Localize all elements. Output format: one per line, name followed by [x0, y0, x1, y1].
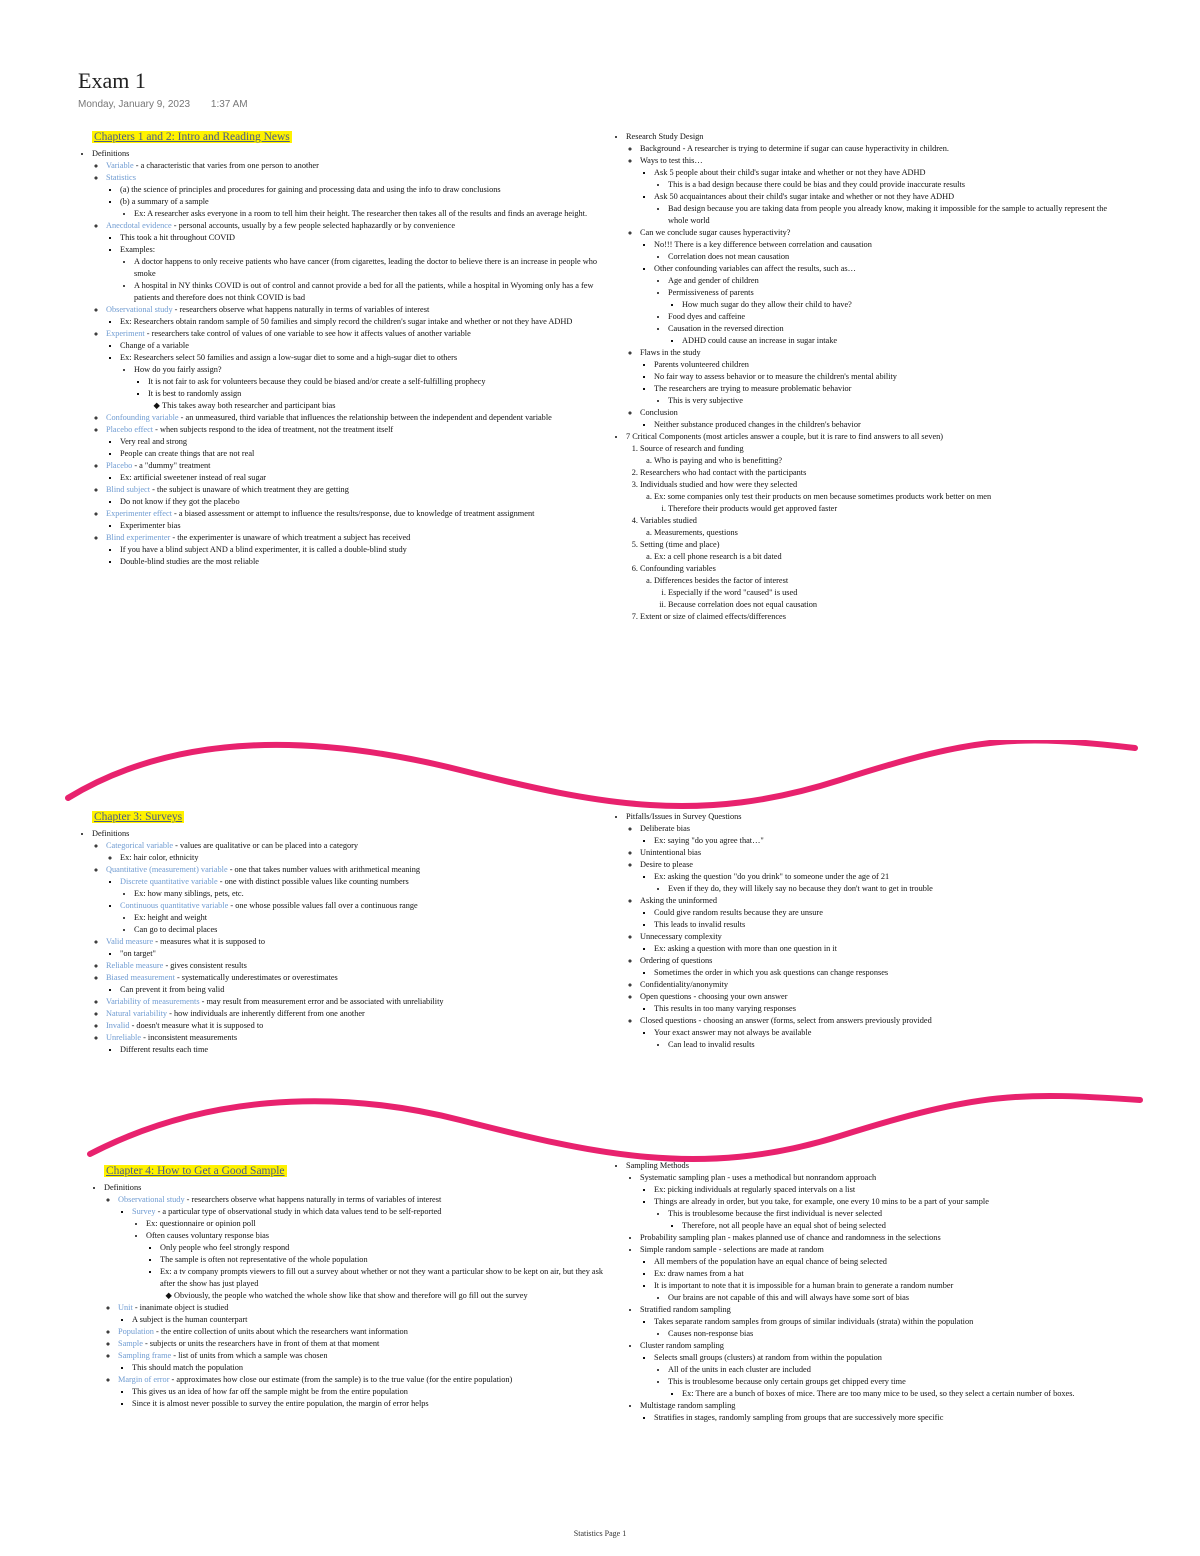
section-heading: Chapter 3: Surveys — [94, 811, 183, 823]
list-item: • Cluster random sampling ▪ Selects small groups (clusters) at random from within the population • All of the units in each cluster are included • This is troublesome because only certain groups get chipped every time ▪ Ex: There are a bunch of boxes of mice. There are too many mice to be used, so they select a certain number of boxes. — [640, 1340, 1122, 1400]
list-item: ◦ Ways to test this… ▪ Ask 5 people about their child's sugar intake and whether or not they have ADHD • This is a bad design because there could be bias and they could provide inaccurate results ▪ Ask 50 acquaintances about their child's sugar intake and whether or not they have ADHD • Bad design because you are taking data from people you already know, making it impossible for the sample to actually represent the whole world — [640, 155, 1112, 227]
list-item: ◦ Population - the entire collection of units about which the researchers want information — [118, 1326, 610, 1338]
list-item: ▪ Stratifies in stages, randomly sampling from groups that are successively more specific — [654, 1412, 1122, 1424]
list-item: ▪ Ex: asking the question "do you drink" to someone under the age of 21 • Even if they do, they will likely say no because they don't want to get in trouble — [654, 871, 1112, 895]
wave-path — [68, 740, 1135, 806]
list-item: ◦ Placebo effect - when subjects respond to the idea of treatment, not the treatment itself ▪ Very real and strong ▪ People can create things that are not real — [106, 424, 598, 460]
list-item: ◦ Natural variability - how individuals are inherently different from one another — [106, 1008, 608, 1020]
list-item: • Pitfalls/Issues in Survey Questions ◦ Deliberate bias ▪ Ex: saying "do you agree that…" ◦ Unintentional bias ◦ Desire to please ▪ Ex: asking the question "do you drink" to someone under the age of 21 • Even if they do, they will likely say no because they don't want to get in trouble ◦ Asking the uninformed ▪ Could give random results because they are unsure ▪ This leads to invalid results ◦ Unnecessary complexity ▪ Ex: asking a question with more than one question in it ◦ Ordering of questions ▪ Sometimes the order in which you ask questions can change responses ◦ Confidentiality/anonymity ◦ Open questions - choosing your own answer ▪ This results in too many varying responses ◦ Closed questions - choosing an answer (forms, select from answers previously provided ▪ Your exact answer may not always be available • Can lead to invalid results — [626, 811, 1112, 1051]
list-item: ▪ Could give random results because they are unsure — [654, 907, 1112, 919]
list-item: ▪ Your exact answer may not always be available • Can lead to invalid results — [654, 1027, 1112, 1051]
list-item: • Permissiveness of parents ▪ How much sugar do they allow their child to have? — [668, 287, 1112, 311]
list-item: ◆ Obviously, the people who watched the whole show like that show and therefore will go fill out the survey — [174, 1290, 610, 1302]
list-item: ◦ Ordering of questions ▪ Sometimes the order in which you ask questions can change responses — [640, 955, 1112, 979]
list-item: ▪ Ex: There are a bunch of boxes of mice. There are too many mice to be used, so they select a certain number of boxes. — [682, 1388, 1122, 1400]
list-item: • Definitions ◦ Categorical variable - values are qualitative or can be placed into a category ◦ Ex: hair color, ethnicity ◦ Quantitative (measurement) variable - one that takes number values with arithmetical meaning ▪ Discrete quantitative variable - one with distinct possible values like counting numbers • Ex: how many siblings, pets, etc. ▪ Continuous quantitative variable - one whose possible values fall over a continuous range • Ex: height and weight • Can go to decimal places ◦ Valid measure - measures what it is supposed to ▪ "on target" ◦ Reliable measure - gives consistent results ◦ Biased measurement - systematically underestimates or overestimates ▪ Can prevent it from being valid ◦ Variability of measurements - may result from measurement error and be associated with unreliability ◦ Natural variability - how individuals are inherently different from one another ◦ Invalid - doesn't measure what it is supposed to ◦ Unreliable - inconsistent measurements ▪ Different results each time — [92, 828, 608, 1056]
list-item: ▪ Ex: Researchers select 50 families and assign a low-sugar diet to some and a high-sugar diet to others • How do you fairly assign? ▪ It is not fair to ask for volunteers because they could be biased and/or create a self-fulfilling prophecy ▪ It is best to randomly assign ◆ This takes away both researcher and participant bias — [120, 352, 598, 412]
list-item: • This is troublesome because only certain groups get chipped every time ▪ Ex: There are a bunch of boxes of mice. There are too many mice to be used, so they select a certain number of boxes. — [668, 1376, 1122, 1400]
list-item: ◦ Confidentiality/anonymity — [640, 979, 1112, 991]
list-item: ◦ Unit - inanimate object is studied ▪ A subject is the human counterpart — [118, 1302, 610, 1326]
list-item: • This is very subjective — [668, 395, 1112, 407]
list-item: • Can go to decimal places — [134, 924, 608, 936]
list-item: ◦ Valid measure - measures what it is supposed to ▪ "on target" — [106, 936, 608, 960]
list-item: ▪ ADHD could cause an increase in sugar intake — [682, 335, 1112, 347]
list-item: ▪ The researchers are trying to measure problematic behavior • This is very subjective — [654, 383, 1112, 407]
list-item: ▪ Experimenter bias — [120, 520, 598, 532]
list-item: ◦ Unreliable - inconsistent measurements ▪ Different results each time — [106, 1032, 608, 1056]
list-item: a. Differences besides the factor of interest i. Especially if the word "caused" is used ii. Because correlation does not equal causation — [654, 575, 1112, 611]
list-item: ▪ Ex: picking individuals at regularly spaced intervals on a list — [654, 1184, 1122, 1196]
list-item: ▪ No fair way to assess behavior or to measure the children's mental ability — [654, 371, 1112, 383]
wave-divider — [60, 1092, 1145, 1162]
list-item: ▪ This results in too many varying responses — [654, 1003, 1112, 1015]
list-item: ▪ Survey - a particular type of observational study in which data values tend to be self-reported • Ex: questionnaire or opinion poll • Often causes voluntary response bias ▪ Only people who feel strongly respond ▪ The sample is often not representative of the whole population ▪ Ex: a tv company prompts viewers to fill out a survey about whether or not they want a particular show to be kept on air, but they ask after the show has just played ◆ Obviously, the people who watched the whole show like that show and therefore will go fill out the survey — [132, 1206, 610, 1302]
page-title: Exam 1 — [78, 68, 146, 93]
list-item: ▪ Different results each time — [120, 1044, 608, 1056]
list-item: ▪ It is best to randomly assign ◆ This takes away both researcher and participant bias — [148, 388, 598, 412]
list-item: ▪ Takes separate random samples from groups of similar individuals (strata) within the population • Causes non-response bias — [654, 1316, 1122, 1340]
list-item: ▪ No!!! There is a key difference between correlation and causation • Correlation does not mean causation — [654, 239, 1112, 263]
list-item: ◦ Categorical variable - values are qualitative or can be placed into a category ◦ Ex: hair color, ethnicity — [106, 840, 608, 864]
list-item: ◦ Quantitative (measurement) variable - one that takes number values with arithmetical meaning ▪ Discrete quantitative variable - one with distinct possible values like counting numbers • Ex: how many siblings, pets, etc. ▪ Continuous quantitative variable - one whose possible values fall over a continuous range • Ex: height and weight • Can go to decimal places — [106, 864, 608, 936]
list-item: ▪ (a) the science of principles and procedures for gaining and processing data and using the info to draw conclusions — [120, 184, 598, 196]
list-item: • How do you fairly assign? ▪ It is not fair to ask for volunteers because they could be biased and/or create a self-fulfilling prophecy ▪ It is best to randomly assign ◆ This takes away both researcher and participant bias — [134, 364, 598, 412]
list-item: ◆ This takes away both researcher and participant bias — [162, 400, 598, 412]
list-item: ◦ Margin of error - approximates how close our estimate (from the sample) is to the true value (for the entire population) ▪ This gives us an idea of how far off the sample might be from the entire population ▪ Since it is almost never possible to survey the entire population, the margin of error helps — [118, 1374, 610, 1410]
list-item: 7. Extent or size of claimed effects/differences — [640, 611, 1112, 623]
list-item: 1. Source of research and funding a. Who is paying and who is benefitting? — [640, 443, 1112, 467]
list-item: • This is a bad design because there could be bias and they could provide inaccurate results — [668, 179, 1112, 191]
list-item: ◦ Invalid - doesn't measure what it is supposed to — [106, 1020, 608, 1032]
list-item: ▪ Do not know if they got the placebo — [120, 496, 598, 508]
list-item: • Even if they do, they will likely say no because they don't want to get in trouble — [668, 883, 1112, 895]
list-item: • Ex: height and weight — [134, 912, 608, 924]
list-item: • Correlation does not mean causation — [668, 251, 1112, 263]
section-1-left — [78, 131, 598, 568]
list-item: ▪ Ask 5 people about their child's sugar intake and whether or not they have ADHD • This is a bad design because there could be bias and they could provide inaccurate results — [654, 167, 1112, 191]
list-item: • This is troublesome because the first individual is never selected ▪ Therefore, not all people have an equal shot of being selected — [668, 1208, 1122, 1232]
list-item: ◦ Variable - a characteristic that varies from one person to another — [106, 160, 598, 172]
list-item: ▪ It is not fair to ask for volunteers because they could be biased and/or create a self-fulfilling prophecy — [148, 376, 598, 388]
list-item: ◦ Biased measurement - systematically underestimates or overestimates ▪ Can prevent it from being valid — [106, 972, 608, 996]
list-item: ▪ If you have a blind subject AND a blind experimenter, it is called a double-blind study — [120, 544, 598, 556]
list-item: ▪ Ex: Researchers obtain random sample of 50 families and simply record the children's sugar intake and whether or not they have ADHD — [120, 316, 598, 328]
list-item: • Definitions ◦ Variable - a characteristic that varies from one person to another ◦ Statistics ▪ (a) the science of principles and procedures for gaining and processing data and using the info to draw conclusions ▪ (b) a summary of a sample • Ex: A researcher asks everyone in a room to tell him their height. The researcher then takes all of the results and finds an average height. ◦ Anecdotal evidence - personal accounts, usually by a few people selected haphazardly or by convenience ▪ This took a hit throughout COVID ▪ Examples: • A doctor happens to only receive patients who have cancer (from cigarettes, leading the doctor to believe there is an increase in people who smoke • A hospital in NY thinks COVID is out of control and cannot provide a bed for all the patients, while a hospital in Wyoming only has a few patients and therefore does not think COVID is bad ◦ Observational study - researchers observe what happens naturally in terms of variables of interest ▪ Ex: Researchers obtain random sample of 50 families and simply record the children's sugar intake and whether or not they have ADHD ◦ Experiment - researchers take control of values of one variable to see how it affects values of another variable ▪ Change of a variable ▪ Ex: Researchers select 50 families and assign a low-sugar diet to some and a high-sugar diet to others • How do you fairly assign? ▪ It is not fair to ask for volunteers because they could be biased and/or create a self-fulfilling prophecy ▪ It is best to randomly assign ◆ This takes away both researcher and participant bias ◦ Confounding variable - an unmeasured, third variable that influences the relationship between the independent and dependent variable ◦ Placebo effect - when subjects respond to the idea of treatment, not the treatment itself ▪ Very real and strong ▪ People can create things that are not real ◦ Placebo - a "dummy" treatment ▪ Ex: artificial sweetener instead of real sugar ◦ Blind subject - the subject is unaware of which treatment they are getting ▪ Do not know if they got the placebo ◦ Experimenter effect - a biased assessment or attempt to influence the results/response, due to knowledge of treatment assignment ▪ Experimenter bias ◦ Blind experimenter - the experimenter is unaware of which treatment a subject has received ▪ If you have a blind subject AND a blind experimenter, it is called a double-blind study ▪ Double-blind studies are the most reliable — [92, 148, 598, 568]
list-item: ▪ "on target" — [120, 948, 608, 960]
section-heading: Chapter 4: How to Get a Good Sample — [106, 1165, 285, 1177]
list-item: ▪ Continuous quantitative variable - one whose possible values fall over a continuous range • Ex: height and weight • Can go to decimal places — [120, 900, 608, 936]
list-item: ▪ Ex: artificial sweetener instead of real sugar — [120, 472, 598, 484]
list-item: ◦ Unintentional bias — [640, 847, 1112, 859]
list-item: • 7 Critical Components (most articles answer a couple, but it is rare to find answers to all seven) 1. Source of research and funding a. Who is paying and who is benefitting? 2. Researchers who had contact with the participants 3. Individuals studied and how were they selected a. Ex: some companies only test their products on men because sometimes products work better on men i. Therefore their products would get approved faster 4. Variables studied a. Measurements, questions 5. Setting (time and place) a. Ex: a cell phone research is a bit dated 6. Confounding variables a. Differences besides the factor of interest i. Especially if the word "caused" is used ii. Because correlation does not equal causation 7. Extent or size of claimed effects/differences — [626, 431, 1112, 623]
list-item: ◦ Observational study - researchers observe what happens naturally in terms of variables of interest ▪ Ex: Researchers obtain random sample of 50 families and simply record the children's sugar intake and whether or not they have ADHD — [106, 304, 598, 328]
list-item: • Age and gender of children — [668, 275, 1112, 287]
list-item: ◦ Blind experimenter - the experimenter is unaware of which treatment a subject has received ▪ If you have a blind subject AND a blind experimenter, it is called a double-blind study ▪ Double-blind studies are the most reliable — [106, 532, 598, 568]
list-item: ▪ All members of the population have an equal chance of being selected — [654, 1256, 1122, 1268]
wave-divider — [60, 740, 1145, 810]
list-item: ▪ Change of a variable — [120, 340, 598, 352]
list-item: ▪ Very real and strong — [120, 436, 598, 448]
list-item: a. Measurements, questions — [654, 527, 1112, 539]
list-item: • Stratified random sampling ▪ Takes separate random samples from groups of similar individuals (strata) within the population • Causes non-response bias — [640, 1304, 1122, 1340]
list-item: ◦ Can we conclude sugar causes hyperactivity? ▪ No!!! There is a key difference between correlation and causation • Correlation does not mean causation ▪ Other confounding variables can affect the results, such as… • Age and gender of children • Permissiveness of parents ▪ How much sugar do they allow their child to have? • Food dyes and caffeine • Causation in the reversed direction ▪ ADHD could cause an increase in sugar intake — [640, 227, 1112, 347]
list-item: ▪ The sample is often not representative of the whole population — [160, 1254, 610, 1266]
list-item: • Ex: how many siblings, pets, etc. — [134, 888, 608, 900]
list-item: • Probability sampling plan - makes planned use of chance and randomness in the selections — [640, 1232, 1122, 1244]
page-datetime — [78, 99, 266, 110]
list-item: ◦ Desire to please ▪ Ex: asking the question "do you drink" to someone under the age of 21 • Even if they do, they will likely say no because they don't want to get in trouble — [640, 859, 1112, 895]
list-item: ◦ Experimenter effect - a biased assessment or attempt to influence the results/response, due to knowledge of treatment assignment ▪ Experimenter bias — [106, 508, 598, 532]
list-item: 5. Setting (time and place) a. Ex: a cell phone research is a bit dated — [640, 539, 1112, 563]
list-item: ◦ Ex: hair color, ethnicity — [120, 852, 608, 864]
list-item: • Causation in the reversed direction ▪ ADHD could cause an increase in sugar intake — [668, 323, 1112, 347]
list-item: • Our brains are not capable of this and will always have some sort of bias — [668, 1292, 1122, 1304]
page-time: 1:37 AM — [210, 99, 248, 110]
list-item: ▪ How much sugar do they allow their child to have? — [682, 299, 1112, 311]
list-item: a. Who is paying and who is benefitting? — [654, 455, 1112, 467]
list-item: ▪ Ex: asking a question with more than one question in it — [654, 943, 1112, 955]
list-item: ◦ Conclusion ▪ Neither substance produced changes in the children's behavior — [640, 407, 1112, 431]
list-item: • Research Study Design ◦ Background - A researcher is trying to determine if sugar can cause hyperactivity in children. ◦ Ways to test this… ▪ Ask 5 people about their child's sugar intake and whether or not they have ADHD • This is a bad design because there could be bias and they could provide inaccurate results ▪ Ask 50 acquaintances about their child's sugar intake and whether or not they have ADHD • Bad design because you are taking data from people you already know, making it impossible for the sample to actually represent the whole world ◦ Can we conclude sugar causes hyperactivity? ▪ No!!! There is a key difference between correlation and causation • Correlation does not mean causation ▪ Other confounding variables can affect the results, such as… • Age and gender of children • Permissiveness of parents ▪ How much sugar do they allow their child to have? • Food dyes and caffeine • Causation in the reversed direction ▪ ADHD could cause an increase in sugar intake ◦ Flaws in the study ▪ Parents volunteered children ▪ No fair way to assess behavior or to measure the children's mental ability ▪ The researchers are trying to measure problematic behavior • This is very subjective ◦ Conclusion ▪ Neither substance produced changes in the children's behavior — [626, 131, 1112, 431]
section-2-right — [612, 811, 1112, 1051]
list-item: ii. Because correlation does not equal causation — [668, 599, 1112, 611]
list-item: ▪ Ex: saying "do you agree that…" — [654, 835, 1112, 847]
list-item: ▪ Other confounding variables can affect the results, such as… • Age and gender of children • Permissiveness of parents ▪ How much sugar do they allow their child to have? • Food dyes and caffeine • Causation in the reversed direction ▪ ADHD could cause an increase in sugar intake — [654, 263, 1112, 347]
list-item: • All of the units in each cluster are included — [668, 1364, 1122, 1376]
list-item: ▪ Ex: a tv company prompts viewers to fill out a survey about whether or not they want a particular show to be kept on air, but they ask after the show has just played ◆ Obviously, the people who watched the whole show like that show and therefore will go fill out the survey — [160, 1266, 610, 1302]
list-item: ◦ Closed questions - choosing an answer (forms, select from answers previously provided ▪ Your exact answer may not always be available • Can lead to invalid results — [640, 1015, 1112, 1051]
list-item: • A doctor happens to only receive patients who have cancer (from cigarettes, leading the doctor to believe there is an increase in people who smoke — [134, 256, 598, 280]
list-item: 6. Confounding variables a. Differences besides the factor of interest i. Especially if the word "caused" is used ii. Because correlation does not equal causation — [640, 563, 1112, 611]
list-item: ▪ (b) a summary of a sample • Ex: A researcher asks everyone in a room to tell him their height. The researcher then takes all of the results and finds an average height. — [120, 196, 598, 220]
list-item: ▪ This gives us an idea of how far off the sample might be from the entire population — [132, 1386, 610, 1398]
list-item: 4. Variables studied a. Measurements, questions — [640, 515, 1112, 539]
list-item: ◦ Experiment - researchers take control of values of one variable to see how it affects values of another variable ▪ Change of a variable ▪ Ex: Researchers select 50 families and assign a low-sugar diet to some and a high-sugar diet to others • How do you fairly assign? ▪ It is not fair to ask for volunteers because they could be biased and/or create a self-fulfilling prophecy ▪ It is best to randomly assign ◆ This takes away both researcher and participant bias — [106, 328, 598, 412]
list-item: ◦ Background - A researcher is trying to determine if sugar can cause hyperactivity in children. — [640, 143, 1112, 155]
list-item: ◦ Anecdotal evidence - personal accounts, usually by a few people selected haphazardly or by convenience ▪ This took a hit throughout COVID ▪ Examples: • A doctor happens to only receive patients who have cancer (from cigarettes, leading the doctor to believe there is an increase in people who smoke • A hospital in NY thinks COVID is out of control and cannot provide a bed for all the patients, while a hospital in Wyoming only has a few patients and therefore does not think COVID is bad — [106, 220, 598, 304]
list-item: ◦ Blind subject - the subject is unaware of which treatment they are getting ▪ Do not know if they got the placebo — [106, 484, 598, 508]
list-item: ▪ Parents volunteered children — [654, 359, 1112, 371]
section-3-left — [90, 1165, 610, 1410]
section-3-right — [612, 1160, 1122, 1424]
list-item: • A hospital in NY thinks COVID is out of control and cannot provide a bed for all the patients, while a hospital in Wyoming only has a few patients and therefore does not think COVID is bad — [134, 280, 598, 304]
list-item: ▪ This took a hit throughout COVID — [120, 232, 598, 244]
list-item: ▪ This leads to invalid results — [654, 919, 1112, 931]
list-item: ▪ Ex: draw names from a hat — [654, 1268, 1122, 1280]
section-1-right — [612, 131, 1112, 623]
list-item: ◦ Open questions - choosing your own answer ▪ This results in too many varying responses — [640, 991, 1112, 1015]
list-item: ◦ Asking the uninformed ▪ Could give random results because they are unsure ▪ This leads to invalid results — [640, 895, 1112, 931]
wave-path — [90, 1096, 1140, 1159]
list-item: ◦ Statistics ▪ (a) the science of principles and procedures for gaining and processing data and using the info to draw conclusions ▪ (b) a summary of a sample • Ex: A researcher asks everyone in a room to tell him their height. The researcher then takes all of the results and finds an average height. — [106, 172, 598, 220]
list-item: ▪ Only people who feel strongly respond — [160, 1242, 610, 1254]
list-item: 3. Individuals studied and how were they selected a. Ex: some companies only test their products on men because sometimes products work better on men i. Therefore their products would get approved faster — [640, 479, 1112, 515]
list-item: ◦ Placebo - a "dummy" treatment ▪ Ex: artificial sweetener instead of real sugar — [106, 460, 598, 484]
list-item: • Often causes voluntary response bias ▪ Only people who feel strongly respond ▪ The sample is often not representative of the whole population ▪ Ex: a tv company prompts viewers to fill out a survey about whether or not they want a particular show to be kept on air, but they ask after the show has just played ◆ Obviously, the people who watched the whole show like that show and therefore will go fill out the survey — [146, 1230, 610, 1302]
list-item: • Systematic sampling plan - uses a methodical but nonrandom approach ▪ Ex: picking individuals at regularly spaced intervals on a list ▪ Things are already in order, but you take, for example, one every 10 mins to be a part of your sample • This is troublesome because the first individual is never selected ▪ Therefore, not all people have an equal shot of being selected — [640, 1172, 1122, 1232]
list-item: a. Ex: a cell phone research is a bit dated — [654, 551, 1112, 563]
list-item: ▪ Things are already in order, but you take, for example, one every 10 mins to be a part of your sample • This is troublesome because the first individual is never selected ▪ Therefore, not all people have an equal shot of being selected — [654, 1196, 1122, 1232]
page-date: Monday, January 9, 2023 — [78, 99, 191, 110]
list-item: • Multistage random sampling ▪ Stratifies in stages, randomly sampling from groups that are successively more specific — [640, 1400, 1122, 1424]
list-item: ◦ Flaws in the study ▪ Parents volunteered children ▪ No fair way to assess behavior or to measure the children's mental ability ▪ The researchers are trying to measure problematic behavior • This is very subjective — [640, 347, 1112, 407]
list-item: • Ex: A researcher asks everyone in a room to tell him their height. The researcher then takes all of the results and finds an average height. — [134, 208, 598, 220]
list-item: ◦ Sampling frame - list of units from which a sample was chosen ▪ This should match the population — [118, 1350, 610, 1374]
list-item: ▪ Examples: • A doctor happens to only receive patients who have cancer (from cigarettes, leading the doctor to believe there is an increase in people who smoke • A hospital in NY thinks COVID is out of control and cannot provide a bed for all the patients, while a hospital in Wyoming only has a few patients and therefore does not think COVID is bad — [120, 244, 598, 304]
list-item: ▪ This should match the population — [132, 1362, 610, 1374]
list-item: ▪ Since it is almost never possible to survey the entire population, the margin of error helps — [132, 1398, 610, 1410]
list-item: ◦ Observational study - researchers observe what happens naturally in terms of variables of interest ▪ Survey - a particular type of observational study in which data values tend to be self-reported • Ex: questionnaire or opinion poll • Often causes voluntary response bias ▪ Only people who feel strongly respond ▪ The sample is often not representative of the whole population ▪ Ex: a tv company prompts viewers to fill out a survey about whether or not they want a particular show to be kept on air, but they ask after the show has just played ◆ Obviously, the people who watched the whole show like that show and therefore will go fill out the survey — [118, 1194, 610, 1302]
list-item: ▪ Discrete quantitative variable - one with distinct possible values like counting numbers • Ex: how many siblings, pets, etc. — [120, 876, 608, 900]
page-footer: Statistics Page 1 — [573, 1529, 627, 1538]
list-item: • Definitions ◦ Observational study - researchers observe what happens naturally in terms of variables of interest ▪ Survey - a particular type of observational study in which data values tend to be self-reported • Ex: questionnaire or opinion poll • Often causes voluntary response bias ▪ Only people who feel strongly respond ▪ The sample is often not representative of the whole population ▪ Ex: a tv company prompts viewers to fill out a survey about whether or not they want a particular show to be kept on air, but they ask after the show has just played ◆ Obviously, the people who watched the whole show like that show and therefore will go fill out the survey ◦ Unit - inanimate object is studied ▪ A subject is the human counterpart ◦ Population - the entire collection of units about which the researchers want information ◦ Sample - subjects or units the researchers have in front of them at that moment ◦ Sampling frame - list of units from which a sample was chosen ▪ This should match the population ◦ Margin of error - approximates how close our estimate (from the sample) is to the true value (for the entire population) ▪ This gives us an idea of how far off the sample might be from the entire population ▪ Since it is almost never possible to survey the entire population, the margin of error helps — [104, 1182, 610, 1410]
list-item: ▪ Sometimes the order in which you ask questions can change responses — [654, 967, 1112, 979]
list-item: ◦ Variability of measurements - may result from measurement error and be associated with unreliability — [106, 996, 608, 1008]
list-item: ◦ Reliable measure - gives consistent results — [106, 960, 608, 972]
list-item: • Simple random sample - selections are made at random ▪ All members of the population have an equal chance of being selected ▪ Ex: draw names from a hat ▪ It is important to note that it is impossible for a human brain to generate a random number • Our brains are not capable of this and will always have some sort of bias — [640, 1244, 1122, 1304]
list-item: ▪ Double-blind studies are the most reliable — [120, 556, 598, 568]
list-item: i. Therefore their products would get approved faster — [668, 503, 1112, 515]
list-item: ◦ Deliberate bias ▪ Ex: saying "do you agree that…" — [640, 823, 1112, 847]
section-heading: Chapters 1 and 2: Intro and Reading News — [94, 131, 290, 143]
list-item: ▪ Neither substance produced changes in the children's behavior — [654, 419, 1112, 431]
list-item: ◦ Confounding variable - an unmeasured, third variable that influences the relationship between the independent and dependent variable — [106, 412, 598, 424]
list-item: ▪ Can prevent it from being valid — [120, 984, 608, 996]
section-2-left — [78, 811, 608, 1056]
list-item: ◦ Unnecessary complexity ▪ Ex: asking a question with more than one question in it — [640, 931, 1112, 955]
list-item: ▪ A subject is the human counterpart — [132, 1314, 610, 1326]
list-item: ◦ Sample - subjects or units the researchers have in front of them at that moment — [118, 1338, 610, 1350]
list-item: i. Especially if the word "caused" is used — [668, 587, 1112, 599]
list-item: • Bad design because you are taking data from people you already know, making it impossible for the sample to actually represent the whole world — [668, 203, 1112, 227]
list-item: a. Ex: some companies only test their products on men because sometimes products work better on men i. Therefore their products would get approved faster — [654, 491, 1112, 515]
list-item: • Can lead to invalid results — [668, 1039, 1112, 1051]
list-item: ▪ Ask 50 acquaintances about their child's sugar intake and whether or not they have ADHD • Bad design because you are taking data from people you already know, making it impossible for the sample to actually represent the whole world — [654, 191, 1112, 227]
list-item: ▪ Selects small groups (clusters) at random from within the population • All of the units in each cluster are included • This is troublesome because only certain groups get chipped every time ▪ Ex: There are a bunch of boxes of mice. There are too many mice to be used, so they select a certain number of boxes. — [654, 1352, 1122, 1400]
list-item: • Food dyes and caffeine — [668, 311, 1112, 323]
list-item: ▪ People can create things that are not real — [120, 448, 598, 460]
list-item: ▪ Therefore, not all people have an equal shot of being selected — [682, 1220, 1122, 1232]
list-item: • Ex: questionnaire or opinion poll — [146, 1218, 610, 1230]
list-item: 2. Researchers who had contact with the participants — [640, 467, 1112, 479]
list-item: • Causes non-response bias — [668, 1328, 1122, 1340]
list-item: • Sampling Methods • Systematic sampling plan - uses a methodical but nonrandom approach ▪ Ex: picking individuals at regularly spaced intervals on a list ▪ Things are already in order, but you take, for example, one every 10 mins to be a part of your sample • This is troublesome because the first individual is never selected ▪ Therefore, not all people have an equal shot of being selected • Probability sampling plan - makes planned use of chance and randomness in the selections • Simple random sample - selections are made at random ▪ All members of the population have an equal chance of being selected ▪ Ex: draw names from a hat ▪ It is important to note that it is impossible for a human brain to generate a random number • Our brains are not capable of this and will always have some sort of bias • Stratified random sampling ▪ Takes separate random samples from groups of similar individuals (strata) within the population • Causes non-response bias • Cluster random sampling ▪ Selects small groups (clusters) at random from within the population • All of the units in each cluster are included • This is troublesome because only certain groups get chipped every time ▪ Ex: There are a bunch of boxes of mice. There are too many mice to be used, so they select a certain number of boxes. • Multistage random sampling ▪ Stratifies in stages, randomly sampling from groups that are successively more specific — [626, 1160, 1122, 1424]
list-item: ▪ It is important to note that it is impossible for a human brain to generate a random number • Our brains are not capable of this and will always have some sort of bias — [654, 1280, 1122, 1304]
